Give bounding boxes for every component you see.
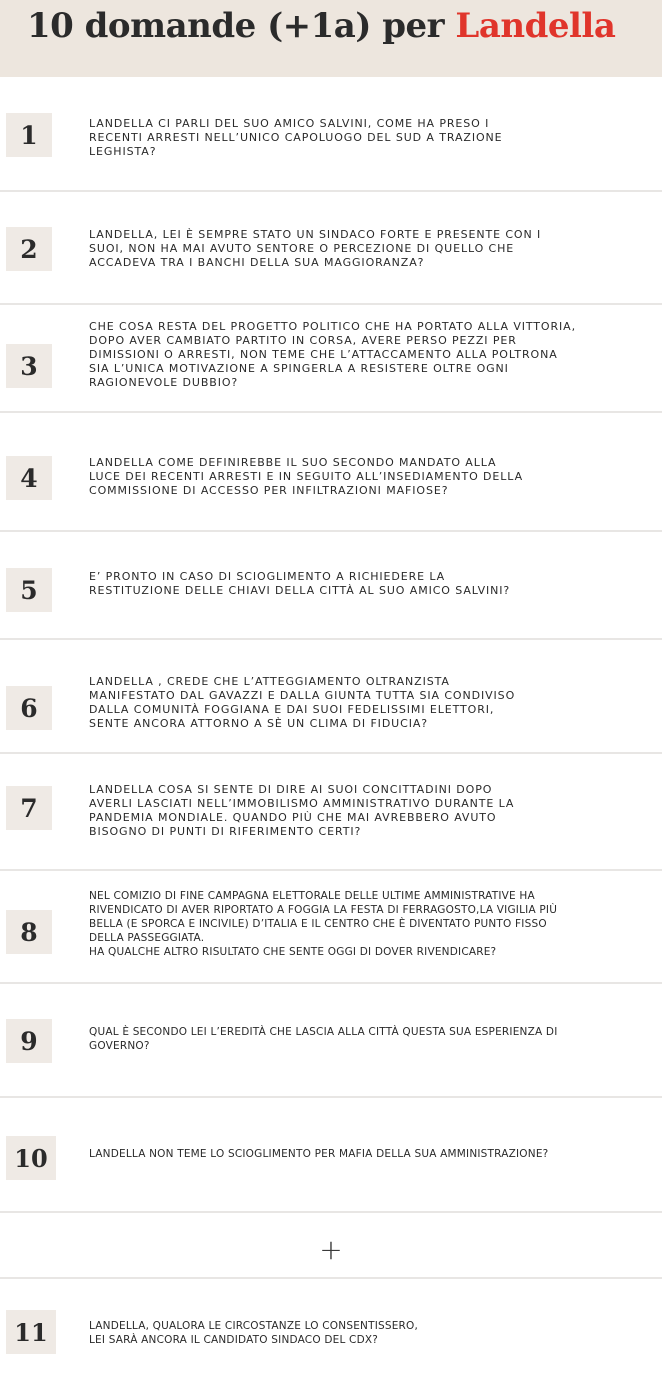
divider: [0, 530, 662, 532]
header: [0, 0, 662, 77]
divider: [0, 1096, 662, 1098]
question-text: LANDELLA COSA SI SENTE DI DIRE AI SUOI CONCITTADINI DOPO AVERLI LASCIATI NELL’IMMOBILISMO AMMINISTRATIVO DURANTE LA PANDEMIA MONDIALE. QUANDO PIÙ CHE MAI AVREBBERO AVUTO BISOGNO DI PUNTI DI RIFERIMENTO CERTI?: [89, 783, 515, 838]
divider: [0, 1211, 662, 1213]
question-number: 4: [6, 456, 52, 500]
question-text: LANDELLA CI PARLI DEL SUO AMICO SALVINI, COME HA PRESO I RECENTI ARRESTI NELL’UNICO CAPOLUOGO DEL SUD A TRAZIONE LEGHISTA?: [89, 117, 503, 158]
divider: [0, 411, 662, 413]
question-text: NEL COMIZIO DI FINE CAMPAGNA ELETTORALE DELLE ULTIME AMMINISTRATIVE HA RIVENDICATO DI AVER RIPORTATO A FOGGIA LA FESTA DI FERRAGOSTO,LA VIGILIA PIÙ BELLA (E SPORCA E INCIVILE) D’ITALIA E IL CENTRO CHE È DIVENTATO PUNTO FISSO DELLA PASSEGGIATA. HA QUALCHE ALTRO RISULTATO CHE SENTE OGGI DI DOVER RIVENDICARE?: [89, 890, 558, 958]
divider: [0, 1277, 662, 1279]
question-number: 8: [6, 910, 52, 954]
question-number: 7: [6, 786, 52, 830]
question-text: CHE COSA RESTA DEL PROGETTO POLITICO CHE HA PORTATO ALLA VITTORIA, DOPO AVER CAMBIATO PARTITO IN CORSA, AVERE PERSO PEZZI PER DIMISSIONI O ARRESTI, NON TEME CHE L’ATTACCAMENTO ALLA POLTRONA SIA L’UNICA MOTIVAZIONE A SPINGERLA A RESISTERE OLTRE OGNI RAGIONEVOLE DUBBIO?: [89, 320, 576, 389]
question-number: 11: [6, 1310, 56, 1354]
question-number: 10: [6, 1136, 56, 1180]
title-accent: Landella: [455, 6, 616, 46]
question-number: 2: [6, 227, 52, 271]
question-number: 6: [6, 686, 52, 730]
question-text: LANDELLA , CREDE CHE L’ATTEGGIAMENTO OLTRANZISTA MANIFESTATO DAL GAVAZZI E DALLA GIUNTA TUTTA SIA CONDIVISO DALLA COMUNITÀ FOGGIANA E DAI SUOI FEDELISSIMI ELETTORI, SENTE ANCORA ATTORNO A SÈ UN CLIMA DI FIDUCIA?: [89, 675, 516, 730]
question-text: LANDELLA COME DEFINIREBBE IL SUO SECONDO MANDATO ALLA LUCE DEI RECENTI ARRESTI E IN SEGUITO ALL’INSEDIAMENTO DELLA COMMISSIONE DI ACCESSO PER INFILTRAZIONI MAFIOSE?: [89, 456, 523, 497]
page-title: [27, 6, 615, 46]
divider: [0, 752, 662, 754]
divider: [0, 303, 662, 305]
divider: [0, 638, 662, 640]
question-number: 1: [6, 113, 52, 157]
question-number: 5: [6, 568, 52, 612]
question-number: 3: [6, 344, 52, 388]
question-text: LANDELLA, QUALORA LE CIRCOSTANZE LO CONSENTISSERO, LEI SARÀ ANCORA IL CANDIDATO SINDACO DEL CDX?: [89, 1320, 419, 1346]
question-text: LANDELLA NON TEME LO SCIOGLIMENTO PER MAFIA DELLA SUA AMMINISTRAZIONE?: [89, 1148, 549, 1160]
question-text: LANDELLA, LEI È SEMPRE STATO UN SINDACO FORTE E PRESENTE CON I SUOI, NON HA MAI AVUTO SENTORE O PERCEZIONE DI QUELLO CHE ACCADEVA TRA I BANCHI DELLA SUA MAGGIORANZA?: [89, 228, 542, 269]
title-prefix: 10 domande (+1a) per: [27, 6, 456, 46]
plus-icon: +: [319, 1233, 343, 1266]
question-text: QUAL È SECONDO LEI L’EREDITÀ CHE LASCIA ALLA CITTÀ QUESTA SUA ESPERIENZA DI GOVERNO?: [89, 1026, 558, 1052]
question-text: E’ PRONTO IN CASO DI SCIOGLIMENTO A RICHIEDERE LA RESTITUZIONE DELLE CHIAVI DELLA CITTÀ AL SUO AMICO SALVINI?: [89, 570, 511, 597]
divider: [0, 190, 662, 192]
divider: [0, 982, 662, 984]
question-number: 9: [6, 1019, 52, 1063]
divider: [0, 869, 662, 871]
